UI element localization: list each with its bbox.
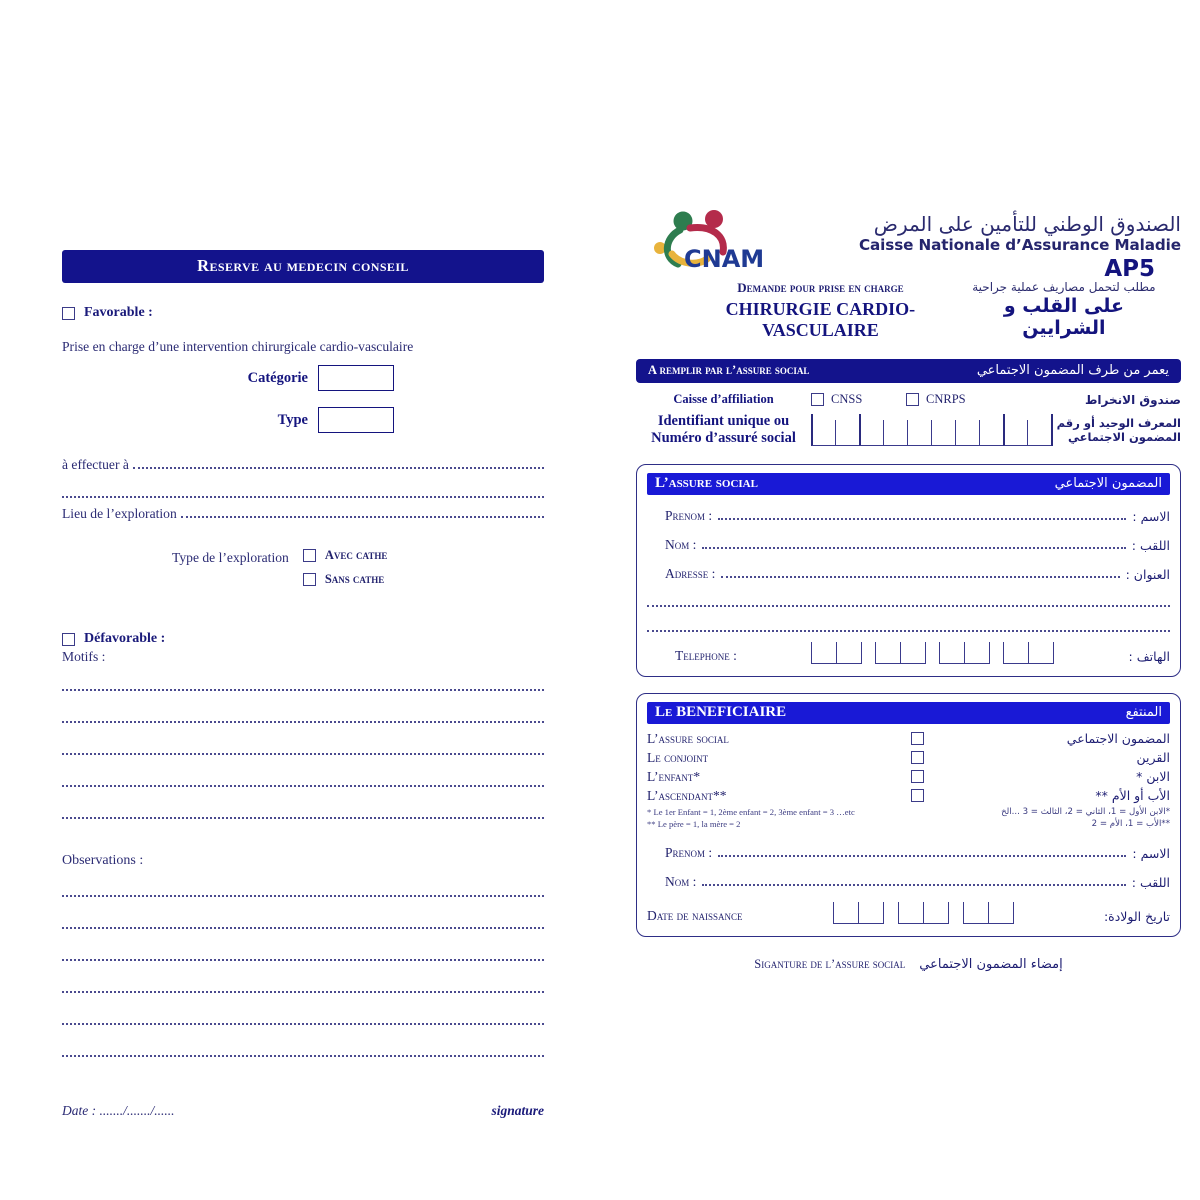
lieu-exploration-label: Lieu de l’exploration — [62, 506, 177, 521]
motifs-label: Motifs : — [62, 649, 106, 664]
affiliation-row — [636, 392, 1181, 407]
title-fr-line2: CHIRURGIE CARDIO-VASCULAIRE — [725, 299, 916, 340]
beneficiaire-head-fr: Le BENEFICIAIRE — [655, 703, 787, 720]
favorable-row[interactable] — [62, 305, 544, 321]
sans-cathe-label: Sans cathe — [324, 572, 385, 586]
title-fr-line1: Demande pour prise en charge — [737, 280, 904, 295]
assure-adresse-line-2[interactable] — [647, 590, 1170, 607]
type-input[interactable] — [318, 407, 394, 433]
assure-adresse-input[interactable] — [721, 576, 1119, 578]
assure-telephone-label: Telephone : — [675, 647, 737, 663]
defavorable-checkbox[interactable] — [62, 633, 75, 646]
beneficiaire-option-label-fr: L’ascendant** — [647, 787, 727, 803]
beneficiaire-dob-label: Date de naissance — [647, 907, 743, 923]
beneficiaire-enfant-checkbox[interactable] — [911, 770, 924, 783]
cnrps-label: CNRPS — [926, 392, 966, 406]
assure-prenom-label-ar: الاسم : — [1132, 508, 1170, 524]
assure-prenom-row — [647, 508, 1170, 524]
cnam-arabic-name: الصندوق الوطني للتأمين على المرض — [873, 212, 1181, 236]
signature-label: signature — [491, 1103, 544, 1118]
identifier-label-fr — [636, 413, 811, 448]
beneficiaire-option-label-fr: L’enfant* — [647, 768, 701, 784]
beneficiaire-dob-input[interactable] — [753, 902, 1094, 924]
affiliation-option-cnss[interactable] — [811, 392, 906, 407]
beneficiaire-nom-row — [647, 874, 1170, 890]
assure-nom-input[interactable] — [702, 547, 1125, 549]
beneficiaire-notes — [647, 806, 1170, 831]
beneficiaire-option-label-ar: الأب أو الأم ** — [1095, 788, 1170, 804]
assure-nom-label-ar: اللقب : — [1131, 537, 1170, 553]
identifier-input[interactable] — [811, 414, 1053, 446]
observations-line[interactable] — [62, 1039, 544, 1057]
motifs-line[interactable] — [62, 673, 544, 691]
motifs-lines[interactable] — [62, 673, 544, 819]
exploration-option-avec-cathe[interactable] — [303, 548, 388, 563]
beneficiaire-option-enfant[interactable] — [647, 769, 1170, 785]
motifs-line[interactable] — [62, 737, 544, 755]
categorie-input[interactable] — [318, 365, 394, 391]
beneficiaire-prenom-input[interactable] — [718, 855, 1126, 857]
favorable-checkbox[interactable] — [62, 307, 75, 320]
observations-line[interactable] — [62, 879, 544, 897]
beneficiaire-dob-label-ar: تاريخ الولادة: — [1103, 908, 1170, 924]
defavorable-row[interactable] — [62, 631, 544, 647]
beneficiaire-note-fr-1: * Le 1er Enfant = 1, 2ème enfant = 2, 3ème enfant = 3 …etc — [647, 806, 855, 817]
assure-signature-label-fr: Siganture de l’assure social — [754, 956, 906, 971]
cnam-header — [636, 208, 1181, 282]
observations-line[interactable] — [62, 911, 544, 929]
assure-adresse-label: Adresse : — [665, 565, 716, 581]
defavorable-label: Défavorable : — [84, 631, 166, 646]
assure-adresse-label-ar: العنوان : — [1125, 566, 1170, 582]
avec-cathe-label: Avec cathe — [324, 548, 388, 562]
assure-signature-row — [636, 957, 1181, 972]
assure-adresse-line-3[interactable] — [647, 615, 1170, 632]
date-field[interactable]: Date : ......./......./...... — [62, 1103, 175, 1118]
a-remplir-fr: A remplir par l’assure social — [648, 363, 810, 377]
affiliation-option-cnrps[interactable] — [906, 392, 1001, 407]
observations-line[interactable] — [62, 943, 544, 961]
date-signature-row — [62, 1103, 544, 1119]
beneficiaire-dob-row — [647, 902, 1170, 924]
sans-cathe-checkbox[interactable] — [303, 573, 316, 586]
assure-prenom-label: Prenom : — [665, 507, 713, 523]
beneficiaire-option-label-ar: الابن * — [1136, 769, 1170, 785]
identifier-label-ar-line1: المعرف الوحيد أو رقم — [1056, 416, 1181, 431]
form-title-block — [636, 280, 1181, 341]
beneficiaire-option-label-ar: القرين — [1136, 750, 1170, 766]
cnrps-checkbox[interactable] — [906, 393, 919, 406]
beneficiaire-nom-label-ar: اللقب : — [1131, 874, 1170, 890]
type-exploration-label: Type de l’exploration — [172, 550, 289, 565]
medecin-conseil-panel — [62, 250, 544, 1119]
assure-nom-label: Nom : — [665, 536, 697, 552]
cnam-logo-icon — [650, 208, 778, 272]
identifier-label-ar-line2: المضمون الاجتماعي — [1067, 430, 1181, 445]
beneficiaire-option-assure-social[interactable] — [647, 731, 1170, 747]
observations-line[interactable] — [62, 1007, 544, 1025]
assure-telephone-label-ar: الهاتف : — [1128, 648, 1170, 664]
a-remplir-bar — [636, 359, 1181, 383]
title-ar-line1: مطلب لتحمل مصاريف عملية جراحية — [972, 280, 1156, 294]
motifs-line[interactable] — [62, 769, 544, 787]
beneficiaire-note-ar-1: *الابن الأول = 1، الثاني = 2، الثالث = 3 ...الخ — [1001, 806, 1170, 817]
type-exploration-block — [62, 548, 544, 587]
beneficiaire-option-label-fr: L’assure social — [647, 730, 729, 746]
categorie-field-row — [62, 365, 544, 391]
beneficiaire-option-label-fr: Le conjoint — [647, 749, 709, 765]
motifs-line[interactable] — [62, 801, 544, 819]
beneficiaire-prenom-label: Prenom : — [665, 844, 713, 860]
beneficiaire-head-ar: المنتفع — [1125, 704, 1162, 720]
assure-nom-row — [647, 537, 1170, 553]
svg-text:CNAM: CNAM — [684, 245, 765, 272]
beneficiaire-prenom-label-ar: الاسم : — [1132, 845, 1170, 861]
observations-line[interactable] — [62, 975, 544, 993]
type-field-row — [62, 407, 544, 433]
categorie-label: Catégorie — [247, 369, 308, 386]
beneficiaire-nom-input[interactable] — [702, 884, 1125, 886]
cnss-label: CNSS — [831, 392, 863, 406]
beneficiaire-conjoint-checkbox[interactable] — [911, 751, 924, 764]
cnam-french-name: Caisse Nationale d’Assurance Maladie — [858, 236, 1181, 254]
assure-signature-label-ar: إمضاء المضمون الاجتماعي — [919, 956, 1063, 972]
beneficiaire-note-ar-2: **الأب = 1، الأم = 2 — [1091, 819, 1170, 830]
beneficiaire-prenom-row — [647, 845, 1170, 861]
lieu-exploration-input[interactable] — [181, 516, 544, 518]
beneficiaire-card — [636, 693, 1181, 937]
a-effectuer-row — [62, 457, 544, 473]
a-remplir-ar: يعمر من طرف المضمون الاجتماعي — [976, 363, 1169, 378]
assure-telephone-input[interactable] — [747, 642, 1119, 664]
lieu-exploration-row — [62, 506, 544, 522]
assure-telephone-row — [647, 642, 1170, 664]
a-effectuer-extra-line[interactable] — [62, 481, 544, 498]
beneficiaire-ascendant-checkbox[interactable] — [911, 789, 924, 802]
assure-form-panel — [636, 208, 1181, 972]
identifier-label-fr-line1: Identifiant unique ou — [657, 413, 790, 429]
beneficiaire-note-fr-2: ** Le père = 1, la mère = 2 — [647, 819, 741, 830]
prise-en-charge-text: Prise en charge d’une intervention chirurgicale cardio-vasculaire — [62, 339, 414, 354]
assure-prenom-input[interactable] — [718, 518, 1126, 520]
a-effectuer-input[interactable] — [133, 467, 544, 469]
beneficiaire-option-label-ar: المضمون الاجتماعي — [1066, 731, 1170, 747]
beneficiaire-option-ascendant[interactable] — [647, 788, 1170, 804]
avec-cathe-checkbox[interactable] — [303, 549, 316, 562]
beneficiaire-card-header — [647, 702, 1170, 724]
assure-adresse-row — [647, 566, 1170, 582]
favorable-label: Favorable : — [84, 305, 153, 320]
identifier-label-fr-line2: Numéro d’assuré social — [651, 430, 796, 447]
affiliation-label-fr: Caisse d’affiliation — [673, 392, 774, 406]
beneficiaire-nom-label: Nom : — [665, 873, 697, 889]
motifs-line[interactable] — [62, 705, 544, 723]
identifier-row — [636, 413, 1181, 448]
medecin-conseil-header: Reserve au medecin conseil — [62, 250, 544, 283]
assure-social-head-ar: المضمون الاجتماعي — [1054, 475, 1162, 491]
cnss-checkbox[interactable] — [811, 393, 824, 406]
type-label: Type — [277, 411, 308, 428]
affiliation-label-ar: صندوق الانخراط — [1084, 392, 1181, 407]
assure-social-card — [636, 464, 1181, 677]
title-ar-line2: على القلب و الشرايين — [1003, 295, 1125, 339]
exploration-option-sans-cathe[interactable] — [303, 572, 388, 587]
beneficiaire-option-conjoint[interactable] — [647, 750, 1170, 766]
identifier-label-ar — [1053, 416, 1181, 445]
observations-lines[interactable] — [62, 879, 544, 1057]
beneficiaire-assure-checkbox[interactable] — [911, 732, 924, 745]
assure-social-head-fr: L’assure social — [655, 474, 758, 491]
assure-social-card-header — [647, 473, 1170, 495]
observations-label: Observations : — [62, 853, 144, 868]
form-code-label: AP5 — [1104, 256, 1155, 282]
a-effectuer-label: à effectuer à — [62, 457, 129, 472]
